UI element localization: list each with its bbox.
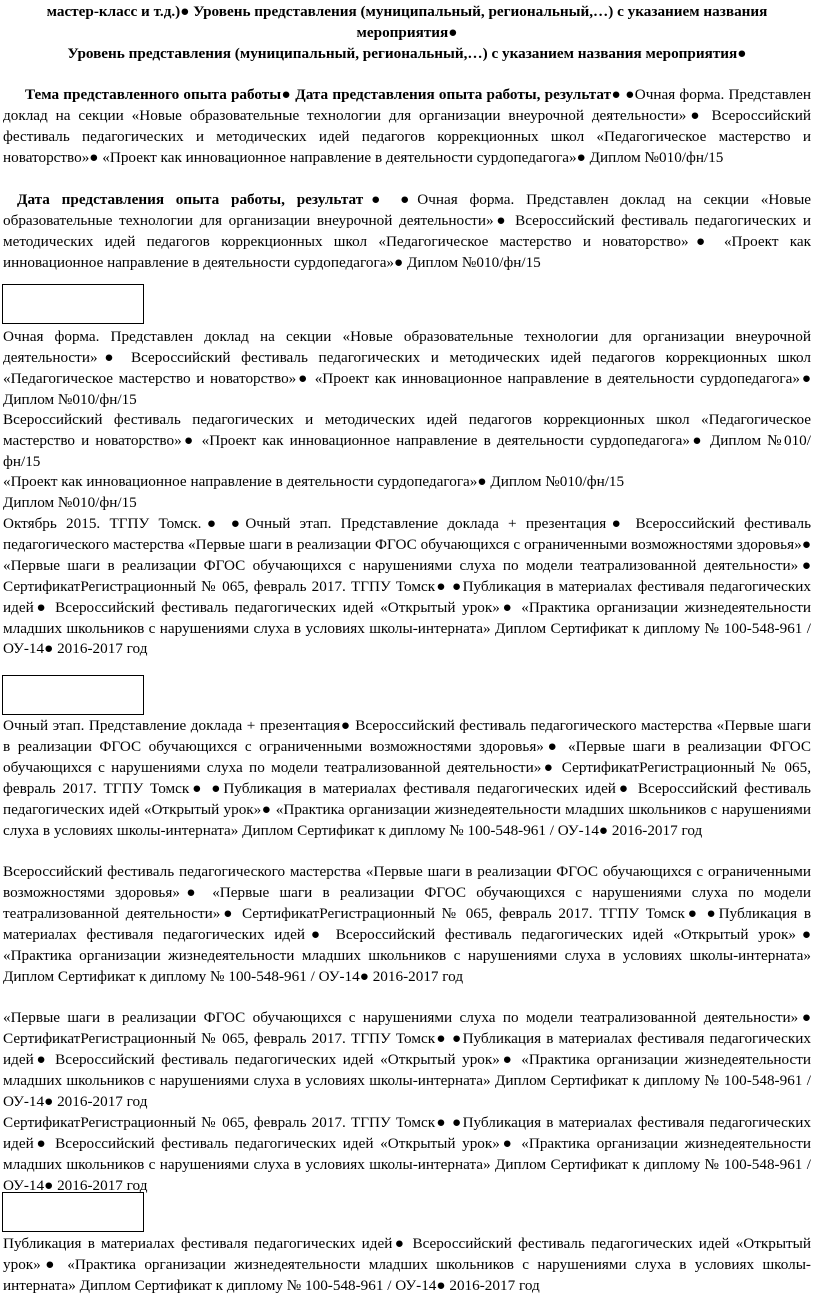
paragraph-9: Всероссийский фестиваль педагогического мастерства «Первые шаги в реализации ФГОС обучающихся с ограниченными возможностями здоровья»● «Первые шаги в реализации ФГОС обучающихся с нарушениями слуха по модели театрализованной деятельности»● СертификатРегистрационный № 065, февраль 2017. ТГПУ Томск● ●Публикация в материалах фестиваля педагогических идей● Всероссийский фестиваль педагогических идей «Открытый урок»● «Практика организации жизнедеятельности младших школьников с нарушениями слуха в условиях школы-интерната» Диплом Сертификат к диплому № 100-548-961 / ОУ-14● 2016-2017 год [3,863,811,985]
heading-line-2: Уровень представления (муниципальный, региональный,…) с указанием названия мероприятия● [67,44,747,62]
paragraph-12: Публикация в материалах фестиваля педагогических идей● Всероссийский фестиваль педагогических идей «Открытый урок»● «Практика организации жизнедеятельности младших школьников с нарушениями слуха в условиях школы-интерната» Диплом Сертификат к диплому № 100-548-961 / ОУ-14● 2016-2017 год [3,1235,811,1294]
paragraph-date [3,190,811,274]
paragraph-11: СертификатРегистрационный № 065, февраль 2017. ТГПУ Томск● ●Публикация в материалах фестиваля педагогических идей● Всероссийский фестиваль педагогических идей «Открытый урок»● «Практика организации жизнедеятельности младших школьников с нарушениями слуха в условиях школы-интерната» Диплом Сертификат к диплому № 100-548-961 / ОУ-14● 2016-2017 год [3,1114,811,1194]
paragraph-5: «Проект как инновационное направление в деятельности сурдопедагога»● Диплом №010/фн/15 [3,473,625,490]
empty-box-3 [2,1192,144,1232]
heading [3,2,811,65]
empty-box-1 [2,284,144,324]
empty-box-2 [2,675,144,715]
paragraph-date-bold: Дата представления опыта работы, результат● ● [17,191,418,208]
paragraph-date-text: Очная форма. Представлен доклад на секции «Новые образовательные технологии для организации внеурочной деятельности»● Всероссийский фестиваль педагогических и методических идей педагогов коррекционных школ «Педагогическое мастерство и новаторство»● «Проект как инновационное направление в деятельности сурдопедагога»● Диплом №010/фн/15 [3,191,812,271]
paragraph-topic [3,85,811,169]
paragraph-4: Всероссийский фестиваль педагогических и методических идей педагогов коррекционных школ «Педагогическое мастерство и новаторство»● «Проект как инновационное направление в деятельности сурдопедагога»● Диплом №010/фн/15 [3,411,811,470]
paragraph-10: «Первые шаги в реализации ФГОС обучающихся с нарушениями слуха по модели театрализованной деятельности»● СертификатРегистрационный № 065, февраль 2017. ТГПУ Томск● ●Публикация в материалах фестиваля педагогических идей● Всероссийский фестиваль педагогических идей «Открытый урок»● «Практика организации жизнедеятельности младших школьников с нарушениями слуха в условиях школы-интерната» Диплом Сертификат к диплому № 100-548-961 / ОУ-14● 2016-2017 год [3,1009,811,1110]
paragraph-7: Октябрь 2015. ТГПУ Томск.● ●Очный этап. Представление доклада + презентация● Всероссийский фестиваль педагогического мастерства «Первые шаги в реализации ФГОС обучающихся с ограниченными возможностями здоровья»● «Первые шаги в реализации ФГОС обучающихся с нарушениями слуха по модели театрализованной деятельности»● СертификатРегистрационный № 065, февраль 2017. ТГПУ Томск● ●Публикация в материалах фестиваля педагогических идей● Всероссийский фестиваль педагогических идей «Открытый урок»● «Практика организации жизнедеятельности младших школьников с нарушениями слуха в условиях школы-интерната» Диплом Сертификат к диплому № 100-548-961 / ОУ-14● 2016-2017 год [3,515,811,658]
paragraph-topic-text: Очная форма. Представлен доклад на секции «Новые образовательные технологии для организации внеурочной деятельности»● Всероссийский фестиваль педагогических и методических идей педагогов коррекционных школ «Педагогическое мастерство и новаторство»● «Проект как инновационное направление в деятельности сурдопедагога»● Диплом №010/фн/15 [3,86,811,166]
paragraph-8: Очный этап. Представление доклада + презентация● Всероссийский фестиваль педагогического мастерства «Первые шаги в реализации ФГОС обучающихся с ограниченными возможностями здоровья»● «Первые шаги в реализации ФГОС обучающихся с нарушениями слуха по модели театрализованной деятельности»● СертификатРегистрационный № 065, февраль 2017. ТГПУ Томск● ●Публикация в материалах фестиваля педагогических идей● Всероссийский фестиваль педагогических идей «Открытый урок»● «Практика организации жизнедеятельности младших школьников с нарушениями слуха в условиях школы-интерната» Диплом Сертификат к диплому № 100-548-961 / ОУ-14● 2016-2017 год [3,717,811,839]
heading-line-1: мастер-класс и т.д.)● Уровень представления (муниципальный, региональный,…) с указанием названия мероприятия● [46,3,768,41]
paragraph-6: Диплом №010/фн/15 [3,494,137,511]
paragraph-3: Очная форма. Представлен доклад на секции «Новые образовательные технологии для организации внеурочной деятельности»● Всероссийский фестиваль педагогических и методических идей педагогов коррекционных школ «Педагогическое мастерство и новаторство»● «Проект как инновационное направление в деятельности сурдопедагога»● Диплом №010/фн/15 [3,328,811,408]
paragraph-topic-bold: Тема представленного опыта работы● Дата представления опыта работы, результат● ● [25,86,635,103]
